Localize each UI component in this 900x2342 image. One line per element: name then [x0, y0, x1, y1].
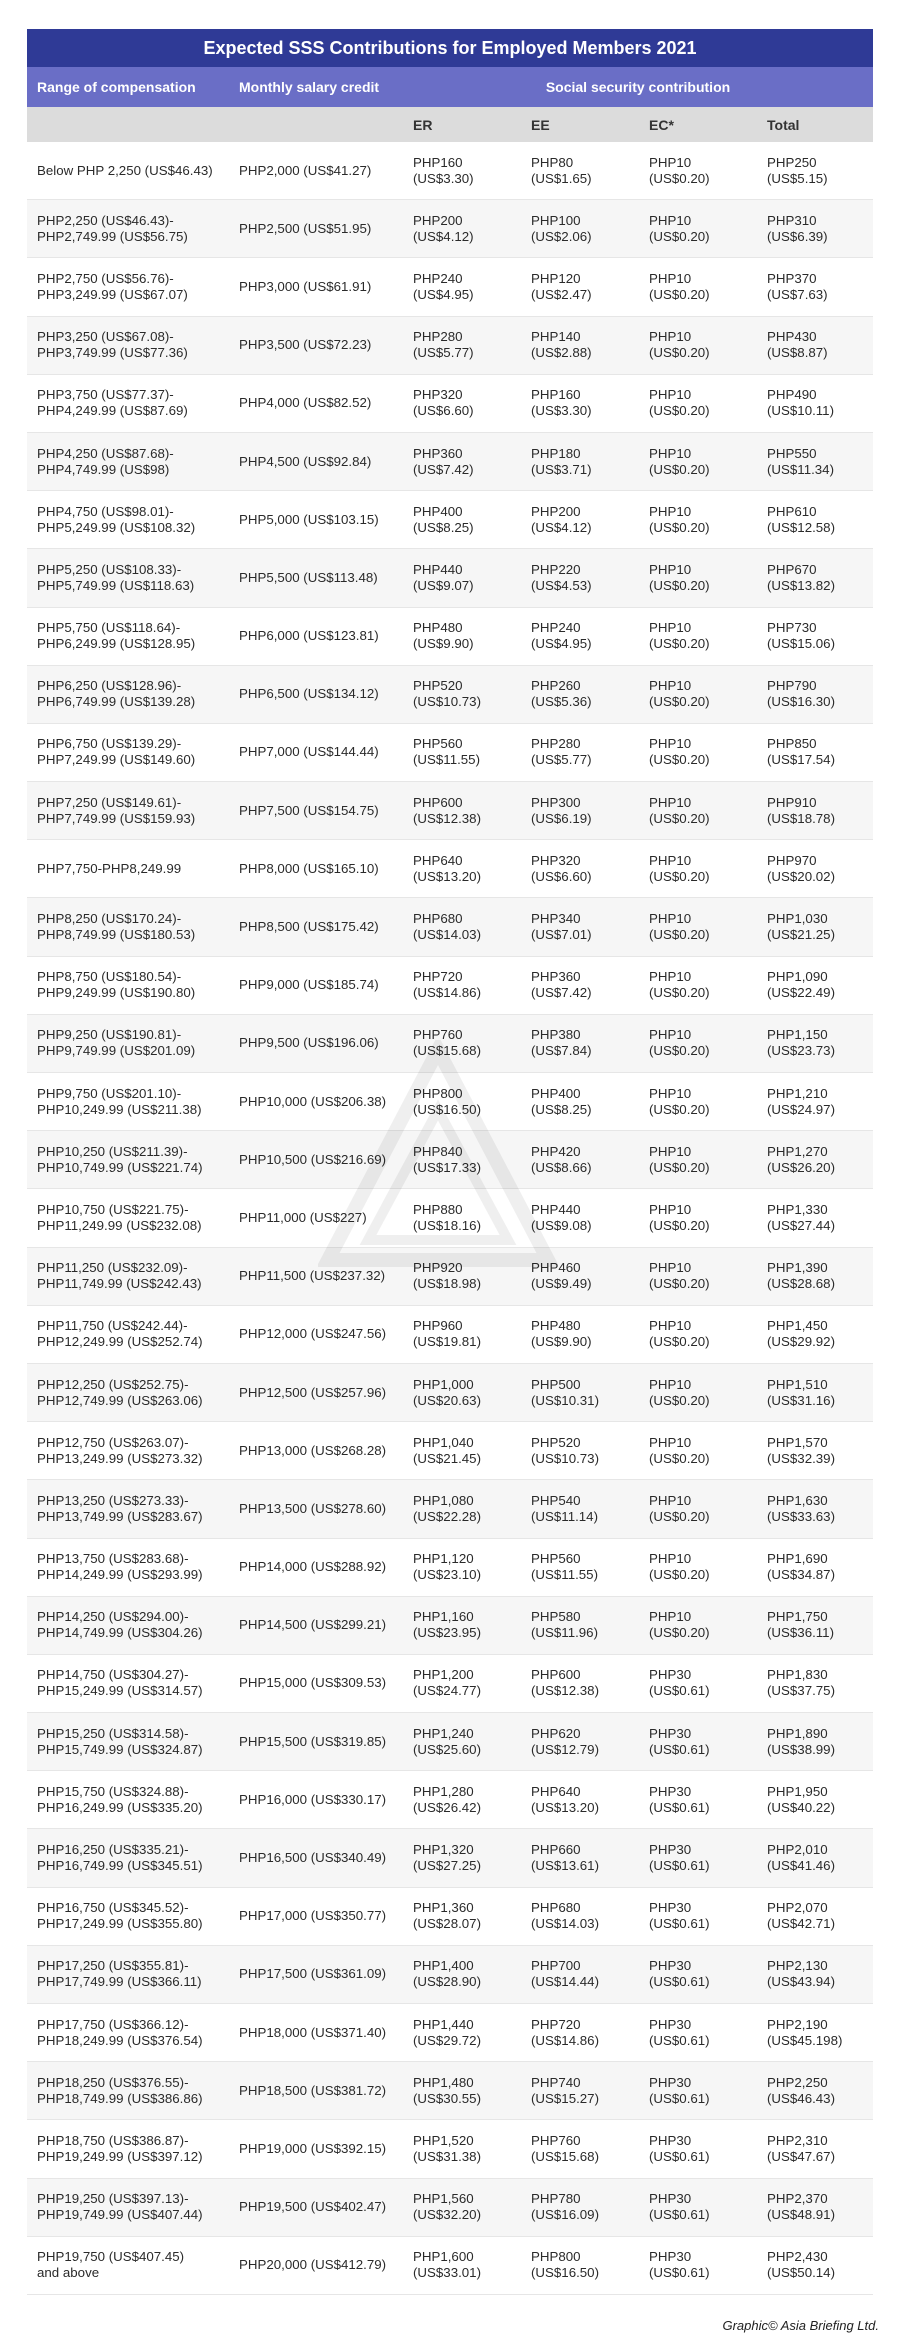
cell-total: PHP370 (US$7.63): [767, 270, 828, 302]
cell-ec: PHP30 (US$0.61): [649, 1725, 710, 1757]
cell-ec: PHP10 (US$0.20): [649, 1434, 710, 1466]
cell-range: PHP13,750 (US$283.68)- PHP14,249.99 (US$293.99): [37, 1551, 203, 1583]
cell-ec: PHP30 (US$0.61): [649, 2132, 710, 2164]
header-ee: EE: [531, 116, 550, 133]
cell-total: PHP1,830 (US$37.75): [767, 1667, 835, 1699]
cell-range: PHP19,250 (US$397.13)- PHP19,749.99 (US$407.44): [37, 2191, 203, 2223]
cell-er: PHP920 (US$18.98): [413, 1260, 481, 1292]
cell-ee: PHP760 (US$15.68): [531, 2132, 599, 2164]
cell-er: PHP1,160 (US$23.95): [413, 1609, 481, 1641]
cell-range: PHP18,250 (US$376.55)- PHP18,749.99 (US$386.86): [37, 2074, 203, 2106]
cell-range: PHP15,750 (US$324.88)- PHP16,249.99 (US$335.20): [37, 1783, 203, 1815]
cell-ee: PHP440 (US$9.08): [531, 1201, 592, 1233]
cell-ec: PHP10 (US$0.20): [649, 270, 710, 302]
cell-ee: PHP620 (US$12.79): [531, 1725, 599, 1757]
cell-msc: PHP6,000 (US$123.81): [239, 628, 379, 644]
cell-msc: PHP14,000 (US$288.92): [239, 1559, 387, 1575]
cell-ec: PHP10 (US$0.20): [649, 1201, 710, 1233]
cell-er: PHP560 (US$11.55): [413, 736, 481, 768]
cell-ec: PHP10 (US$0.20): [649, 503, 710, 535]
cell-ec: PHP10 (US$0.20): [649, 154, 710, 186]
cell-msc: PHP16,000 (US$330.17): [239, 1791, 387, 1807]
cell-ec: PHP10 (US$0.20): [649, 1376, 710, 1408]
cell-total: PHP250 (US$5.15): [767, 154, 828, 186]
cell-total: PHP910 (US$18.78): [767, 794, 835, 826]
cell-ee: PHP660 (US$13.61): [531, 1842, 599, 1874]
cell-range: PHP15,250 (US$314.58)- PHP15,749.99 (US$324.87): [37, 1725, 203, 1757]
cell-ec: PHP10 (US$0.20): [649, 794, 710, 826]
table-title: Expected SSS Contributions for Employed Members 2021: [27, 29, 873, 67]
cell-ec: PHP10 (US$0.20): [649, 620, 710, 652]
table-row: [27, 1539, 873, 1597]
cell-msc: PHP9,000 (US$185.74): [239, 977, 379, 993]
cell-ec: PHP10 (US$0.20): [649, 911, 710, 943]
cell-er: PHP200 (US$4.12): [413, 212, 474, 244]
table-row: [27, 608, 873, 666]
cell-er: PHP1,560 (US$32.20): [413, 2191, 481, 2223]
cell-msc: PHP16,500 (US$340.49): [239, 1850, 387, 1866]
cell-total: PHP1,510 (US$31.16): [767, 1376, 835, 1408]
table-row: [27, 1771, 873, 1829]
cell-er: PHP1,040 (US$21.45): [413, 1434, 481, 1466]
cell-range: PHP6,750 (US$139.29)- PHP7,249.99 (US$149.60): [37, 736, 196, 768]
header-ec: EC*: [649, 116, 674, 133]
cell-msc: PHP14,500 (US$299.21): [239, 1617, 387, 1633]
cell-ee: PHP220 (US$4.53): [531, 561, 592, 593]
cell-er: PHP800 (US$16.50): [413, 1085, 481, 1117]
cell-range: PHP14,250 (US$294.00)- PHP14,749.99 (US$304.26): [37, 1609, 203, 1641]
cell-total: PHP610 (US$12.58): [767, 503, 835, 535]
cell-total: PHP1,890 (US$38.99): [767, 1725, 835, 1757]
cell-range: PHP9,250 (US$190.81)- PHP9,749.99 (US$201.09): [37, 1027, 196, 1059]
cell-range: PHP16,250 (US$335.21)- PHP16,749.99 (US$345.51): [37, 1842, 203, 1874]
cell-ee: PHP700 (US$14.44): [531, 1958, 599, 1990]
table-row: [27, 1480, 873, 1538]
cell-msc: PHP10,500 (US$216.69): [239, 1151, 387, 1167]
cell-total: PHP970 (US$20.02): [767, 852, 835, 884]
cell-ee: PHP200 (US$4.12): [531, 503, 592, 535]
cell-ee: PHP500 (US$10.31): [531, 1376, 599, 1408]
table-row: [27, 1946, 873, 2004]
table-row: [27, 1015, 873, 1073]
cell-range: PHP8,250 (US$170.24)- PHP8,749.99 (US$180.53): [37, 911, 196, 943]
cell-er: PHP1,120 (US$23.10): [413, 1551, 481, 1583]
cell-range: PHP5,750 (US$118.64)- PHP6,249.99 (US$128.95): [37, 620, 196, 652]
cell-msc: PHP17,000 (US$350.77): [239, 1908, 387, 1924]
cell-msc: PHP7,500 (US$154.75): [239, 802, 379, 818]
table-row: [27, 1189, 873, 1247]
cell-range: PHP11,250 (US$232.09)- PHP11,749.99 (US$242.43): [37, 1260, 202, 1292]
table-row: [27, 1655, 873, 1713]
cell-er: PHP640 (US$13.20): [413, 852, 481, 884]
cell-range: PHP13,250 (US$273.33)- PHP13,749.99 (US$283.67): [37, 1492, 203, 1524]
cell-ec: PHP10 (US$0.20): [649, 1260, 710, 1292]
cell-ec: PHP10 (US$0.20): [649, 387, 710, 419]
cell-msc: PHP8,500 (US$175.42): [239, 919, 379, 935]
cell-range: PHP12,750 (US$263.07)- PHP13,249.99 (US$273.32): [37, 1434, 203, 1466]
cell-ec: PHP30 (US$0.61): [649, 1667, 710, 1699]
cell-ee: PHP720 (US$14.86): [531, 2016, 599, 2048]
cell-range: PHP2,750 (US$56.76)- PHP3,249.99 (US$67.07): [37, 270, 188, 302]
cell-ee: PHP320 (US$6.60): [531, 852, 592, 884]
cell-total: PHP1,950 (US$40.22): [767, 1783, 835, 1815]
cell-range: PHP3,250 (US$67.08)- PHP3,749.99 (US$77.36): [37, 329, 188, 361]
cell-msc: PHP5,500 (US$113.48): [239, 569, 378, 585]
table-row: [27, 724, 873, 782]
cell-er: PHP400 (US$8.25): [413, 503, 474, 535]
cell-msc: PHP11,500 (US$237.32): [239, 1268, 386, 1284]
header-msc: Monthly salary credit: [239, 79, 380, 95]
header-ssc: Social security contribution: [545, 79, 731, 95]
table-row: [27, 1829, 873, 1887]
cell-ee: PHP180 (US$3.71): [531, 445, 592, 477]
cell-total: PHP2,130 (US$43.94): [767, 1958, 835, 1990]
table-body: [27, 142, 873, 2295]
cell-ec: PHP10 (US$0.20): [649, 1143, 710, 1175]
table-row: [27, 142, 873, 200]
cell-ec: PHP10 (US$0.20): [649, 852, 710, 884]
cell-total: PHP730 (US$15.06): [767, 620, 835, 652]
cell-ee: PHP400 (US$8.25): [531, 1085, 592, 1117]
cell-total: PHP670 (US$13.82): [767, 561, 835, 593]
cell-msc: PHP5,000 (US$103.15): [239, 511, 379, 527]
subheader-row: [27, 107, 873, 142]
cell-er: PHP1,360 (US$28.07): [413, 1900, 481, 1932]
cell-range: PHP18,750 (US$386.87)- PHP19,249.99 (US$397.12): [37, 2132, 203, 2164]
cell-total: PHP2,070 (US$42.71): [767, 1900, 835, 1932]
cell-er: PHP160 (US$3.30): [413, 154, 474, 186]
cell-ee: PHP80 (US$1.65): [531, 154, 592, 186]
cell-ee: PHP260 (US$5.36): [531, 678, 592, 710]
cell-total: PHP2,310 (US$47.67): [767, 2132, 835, 2164]
cell-total: PHP790 (US$16.30): [767, 678, 835, 710]
cell-range: PHP8,750 (US$180.54)- PHP9,249.99 (US$190.80): [37, 969, 196, 1001]
cell-ee: PHP160 (US$3.30): [531, 387, 592, 419]
cell-range: PHP10,750 (US$221.75)- PHP11,249.99 (US$232.08): [37, 1201, 202, 1233]
header-row: [27, 67, 873, 107]
cell-er: PHP1,600 (US$33.01): [413, 2249, 481, 2281]
cell-ee: PHP780 (US$16.09): [531, 2191, 599, 2223]
table-row: [27, 1131, 873, 1189]
table-row: [27, 433, 873, 491]
cell-ec: PHP30 (US$0.61): [649, 1842, 710, 1874]
cell-msc: PHP11,000 (US$227): [239, 1209, 367, 1225]
cell-er: PHP1,320 (US$27.25): [413, 1842, 481, 1874]
cell-total: PHP490 (US$10.11): [767, 387, 835, 419]
cell-ec: PHP30 (US$0.61): [649, 2191, 710, 2223]
cell-er: PHP1,480 (US$30.55): [413, 2074, 481, 2106]
cell-msc: PHP4,000 (US$82.52): [239, 395, 372, 411]
cell-ec: PHP10 (US$0.20): [649, 678, 710, 710]
cell-total: PHP1,450 (US$29.92): [767, 1318, 835, 1350]
cell-er: PHP1,080 (US$22.28): [413, 1492, 481, 1524]
cell-ec: PHP30 (US$0.61): [649, 2249, 710, 2281]
table-row: [27, 200, 873, 258]
cell-ec: PHP30 (US$0.61): [649, 1958, 710, 1990]
cell-range: PHP5,250 (US$108.33)- PHP5,749.99 (US$118.63): [37, 561, 195, 593]
cell-msc: PHP13,000 (US$268.28): [239, 1442, 387, 1458]
cell-msc: PHP17,500 (US$361.09): [239, 1966, 387, 1982]
footer-credit: Graphic© Asia Briefing Ltd.: [722, 2318, 879, 2333]
cell-msc: PHP7,000 (US$144.44): [239, 744, 379, 760]
cell-msc: PHP9,500 (US$196.06): [239, 1035, 379, 1051]
cell-er: PHP320 (US$6.60): [413, 387, 474, 419]
cell-er: PHP840 (US$17.33): [413, 1143, 481, 1175]
cell-ec: PHP10 (US$0.20): [649, 1085, 710, 1117]
cell-range: PHP17,750 (US$366.12)- PHP18,249.99 (US$376.54): [37, 2016, 203, 2048]
cell-ec: PHP10 (US$0.20): [649, 1318, 710, 1350]
cell-msc: PHP2,000 (US$41.27): [239, 162, 372, 178]
cell-er: PHP600 (US$12.38): [413, 794, 481, 826]
table-row: [27, 898, 873, 956]
cell-ec: PHP10 (US$0.20): [649, 1609, 710, 1641]
cell-total: PHP1,390 (US$28.68): [767, 1260, 835, 1292]
cell-total: PHP1,150 (US$23.73): [767, 1027, 835, 1059]
cell-msc: PHP12,500 (US$257.96): [239, 1384, 387, 1400]
cell-ec: PHP30 (US$0.61): [649, 1900, 710, 1932]
cell-ee: PHP380 (US$7.84): [531, 1027, 592, 1059]
cell-ee: PHP140 (US$2.88): [531, 329, 592, 361]
cell-total: PHP2,190 (US$45.198): [767, 2016, 843, 2048]
table-row: [27, 1597, 873, 1655]
cell-er: PHP240 (US$4.95): [413, 270, 474, 302]
cell-ee: PHP360 (US$7.42): [531, 969, 592, 1001]
table-row: [27, 317, 873, 375]
table-row: [27, 258, 873, 316]
cell-ee: PHP540 (US$11.14): [531, 1492, 599, 1524]
cell-range: PHP9,750 (US$201.10)- PHP10,249.99 (US$211.38): [37, 1085, 202, 1117]
cell-ec: PHP10 (US$0.20): [649, 1492, 710, 1524]
cell-range: PHP4,250 (US$87.68)- PHP4,749.99 (US$98): [37, 445, 174, 477]
cell-ec: PHP10 (US$0.20): [649, 736, 710, 768]
cell-msc: PHP3,000 (US$61.91): [239, 278, 372, 294]
cell-range: PHP16,750 (US$345.52)- PHP17,249.99 (US$355.80): [37, 1900, 203, 1932]
cell-total: PHP2,250 (US$46.43): [767, 2074, 835, 2106]
cell-ec: PHP10 (US$0.20): [649, 1027, 710, 1059]
cell-er: PHP520 (US$10.73): [413, 678, 481, 710]
table-row: [27, 1713, 873, 1771]
table-row: [27, 1888, 873, 1946]
cell-er: PHP1,440 (US$29.72): [413, 2016, 481, 2048]
cell-ec: PHP10 (US$0.20): [649, 329, 710, 361]
cell-ee: PHP460 (US$9.49): [531, 1260, 592, 1292]
cell-er: PHP760 (US$15.68): [413, 1027, 481, 1059]
cell-msc: PHP10,000 (US$206.38): [239, 1093, 387, 1109]
table-row: [27, 1364, 873, 1422]
cell-total: PHP550 (US$11.34): [767, 445, 835, 477]
contribution-table: [27, 29, 873, 2295]
cell-er: PHP680 (US$14.03): [413, 911, 481, 943]
cell-total: PHP1,630 (US$33.63): [767, 1492, 835, 1524]
cell-ee: PHP120 (US$2.47): [531, 270, 592, 302]
table-row: [27, 1422, 873, 1480]
table-row: [27, 2062, 873, 2120]
cell-total: PHP1,750 (US$36.11): [767, 1609, 835, 1641]
cell-msc: PHP3,500 (US$72.23): [239, 337, 372, 353]
cell-er: PHP480 (US$9.90): [413, 620, 474, 652]
cell-total: PHP1,030 (US$21.25): [767, 911, 835, 943]
cell-ee: PHP420 (US$8.66): [531, 1143, 592, 1175]
table-row: [27, 782, 873, 840]
cell-total: PHP2,430 (US$50.14): [767, 2249, 835, 2281]
cell-ec: PHP10 (US$0.20): [649, 212, 710, 244]
table-row: [27, 840, 873, 898]
cell-ee: PHP600 (US$12.38): [531, 1667, 599, 1699]
cell-range: PHP11,750 (US$242.44)- PHP12,249.99 (US$252.74): [37, 1318, 203, 1350]
cell-msc: PHP18,500 (US$381.72): [239, 2082, 387, 2098]
cell-er: PHP360 (US$7.42): [413, 445, 474, 477]
table-row: [27, 2179, 873, 2237]
cell-total: PHP430 (US$8.87): [767, 329, 828, 361]
cell-msc: PHP6,500 (US$134.12): [239, 686, 379, 702]
cell-er: PHP1,000 (US$20.63): [413, 1376, 481, 1408]
cell-range: PHP7,750-PHP8,249.99: [37, 860, 182, 876]
cell-total: PHP2,370 (US$48.91): [767, 2191, 835, 2223]
cell-range: PHP14,750 (US$304.27)- PHP15,249.99 (US$314.57): [37, 1667, 203, 1699]
cell-ec: PHP10 (US$0.20): [649, 969, 710, 1001]
cell-er: PHP440 (US$9.07): [413, 561, 474, 593]
table-row: [27, 666, 873, 724]
cell-range: Below PHP 2,250 (US$46.43): [37, 162, 213, 178]
cell-ee: PHP480 (US$9.90): [531, 1318, 592, 1350]
table-row: [27, 1248, 873, 1306]
cell-ee: PHP280 (US$5.77): [531, 736, 592, 768]
cell-range: PHP17,250 (US$355.81)- PHP17,749.99 (US$366.11): [37, 1958, 202, 1990]
table-row: [27, 375, 873, 433]
table-row: [27, 1073, 873, 1131]
cell-msc: PHP13,500 (US$278.60): [239, 1500, 387, 1516]
cell-ec: PHP10 (US$0.20): [649, 445, 710, 477]
cell-range: PHP6,250 (US$128.96)- PHP6,749.99 (US$139.28): [37, 678, 196, 710]
cell-total: PHP1,330 (US$27.44): [767, 1201, 835, 1233]
cell-ee: PHP560 (US$11.55): [531, 1551, 599, 1583]
cell-er: PHP1,400 (US$28.90): [413, 1958, 481, 1990]
table-row: [27, 549, 873, 607]
table-row: [27, 1306, 873, 1364]
cell-total: PHP2,010 (US$41.46): [767, 1842, 835, 1874]
cell-range: PHP4,750 (US$98.01)- PHP5,249.99 (US$108.32): [37, 503, 196, 535]
cell-msc: PHP8,000 (US$165.10): [239, 860, 379, 876]
cell-range: PHP12,250 (US$252.75)- PHP12,749.99 (US$263.06): [37, 1376, 203, 1408]
cell-msc: PHP20,000 (US$412.79): [239, 2257, 387, 2273]
cell-total: PHP1,690 (US$34.87): [767, 1551, 835, 1583]
cell-msc: PHP15,000 (US$309.53): [239, 1675, 387, 1691]
cell-total: PHP1,570 (US$32.39): [767, 1434, 835, 1466]
cell-ee: PHP520 (US$10.73): [531, 1434, 599, 1466]
table-row: [27, 2004, 873, 2062]
cell-ec: PHP30 (US$0.61): [649, 2074, 710, 2106]
cell-er: PHP880 (US$18.16): [413, 1201, 481, 1233]
cell-er: PHP280 (US$5.77): [413, 329, 474, 361]
cell-ee: PHP340 (US$7.01): [531, 911, 592, 943]
cell-ee: PHP640 (US$13.20): [531, 1783, 599, 1815]
cell-total: PHP1,090 (US$22.49): [767, 969, 835, 1001]
cell-msc: PHP19,000 (US$392.15): [239, 2140, 387, 2156]
cell-ec: PHP30 (US$0.61): [649, 1783, 710, 1815]
cell-msc: PHP19,500 (US$402.47): [239, 2199, 387, 2215]
table-row: [27, 491, 873, 549]
cell-total: PHP850 (US$17.54): [767, 736, 835, 768]
cell-range: PHP10,250 (US$211.39)- PHP10,749.99 (US$221.74): [37, 1143, 203, 1175]
cell-ec: PHP30 (US$0.61): [649, 2016, 710, 2048]
cell-ee: PHP680 (US$14.03): [531, 1900, 599, 1932]
table-row: [27, 2237, 873, 2295]
cell-range: PHP2,250 (US$46.43)- PHP2,749.99 (US$56.75): [37, 212, 188, 244]
cell-ee: PHP800 (US$16.50): [531, 2249, 599, 2281]
cell-ee: PHP580 (US$11.96): [531, 1609, 599, 1641]
cell-msc: PHP4,500 (US$92.84): [239, 453, 372, 469]
cell-ee: PHP240 (US$4.95): [531, 620, 592, 652]
cell-er: PHP960 (US$19.81): [413, 1318, 481, 1350]
cell-total: PHP310 (US$6.39): [767, 212, 828, 244]
table-row: [27, 957, 873, 1015]
cell-ee: PHP300 (US$6.19): [531, 794, 592, 826]
cell-ec: PHP10 (US$0.20): [649, 561, 710, 593]
cell-er: PHP1,280 (US$26.42): [413, 1783, 481, 1815]
table-row: [27, 2120, 873, 2178]
cell-msc: PHP2,500 (US$51.95): [239, 220, 372, 236]
header-er: ER: [413, 116, 433, 133]
cell-ec: PHP10 (US$0.20): [649, 1551, 710, 1583]
cell-msc: PHP18,000 (US$371.40): [239, 2024, 387, 2040]
cell-ee: PHP100 (US$2.06): [531, 212, 592, 244]
cell-er: PHP1,200 (US$24.77): [413, 1667, 481, 1699]
header-range: Range of compensation: [37, 79, 196, 95]
cell-total: PHP1,210 (US$24.97): [767, 1085, 835, 1117]
cell-range: PHP3,750 (US$77.37)- PHP4,249.99 (US$87.69): [37, 387, 188, 419]
cell-er: PHP1,520 (US$31.38): [413, 2132, 481, 2164]
header-total: Total: [767, 116, 800, 133]
cell-total: PHP1,270 (US$26.20): [767, 1143, 835, 1175]
cell-er: PHP1,240 (US$25.60): [413, 1725, 481, 1757]
cell-msc: PHP12,000 (US$247.56): [239, 1326, 387, 1342]
cell-range: PHP7,250 (US$149.61)- PHP7,749.99 (US$159.93): [37, 794, 196, 826]
cell-ee: PHP740 (US$15.27): [531, 2074, 599, 2106]
cell-er: PHP720 (US$14.86): [413, 969, 481, 1001]
cell-msc: PHP15,500 (US$319.85): [239, 1733, 387, 1749]
cell-range: PHP19,750 (US$407.45) and above: [37, 2249, 185, 2281]
